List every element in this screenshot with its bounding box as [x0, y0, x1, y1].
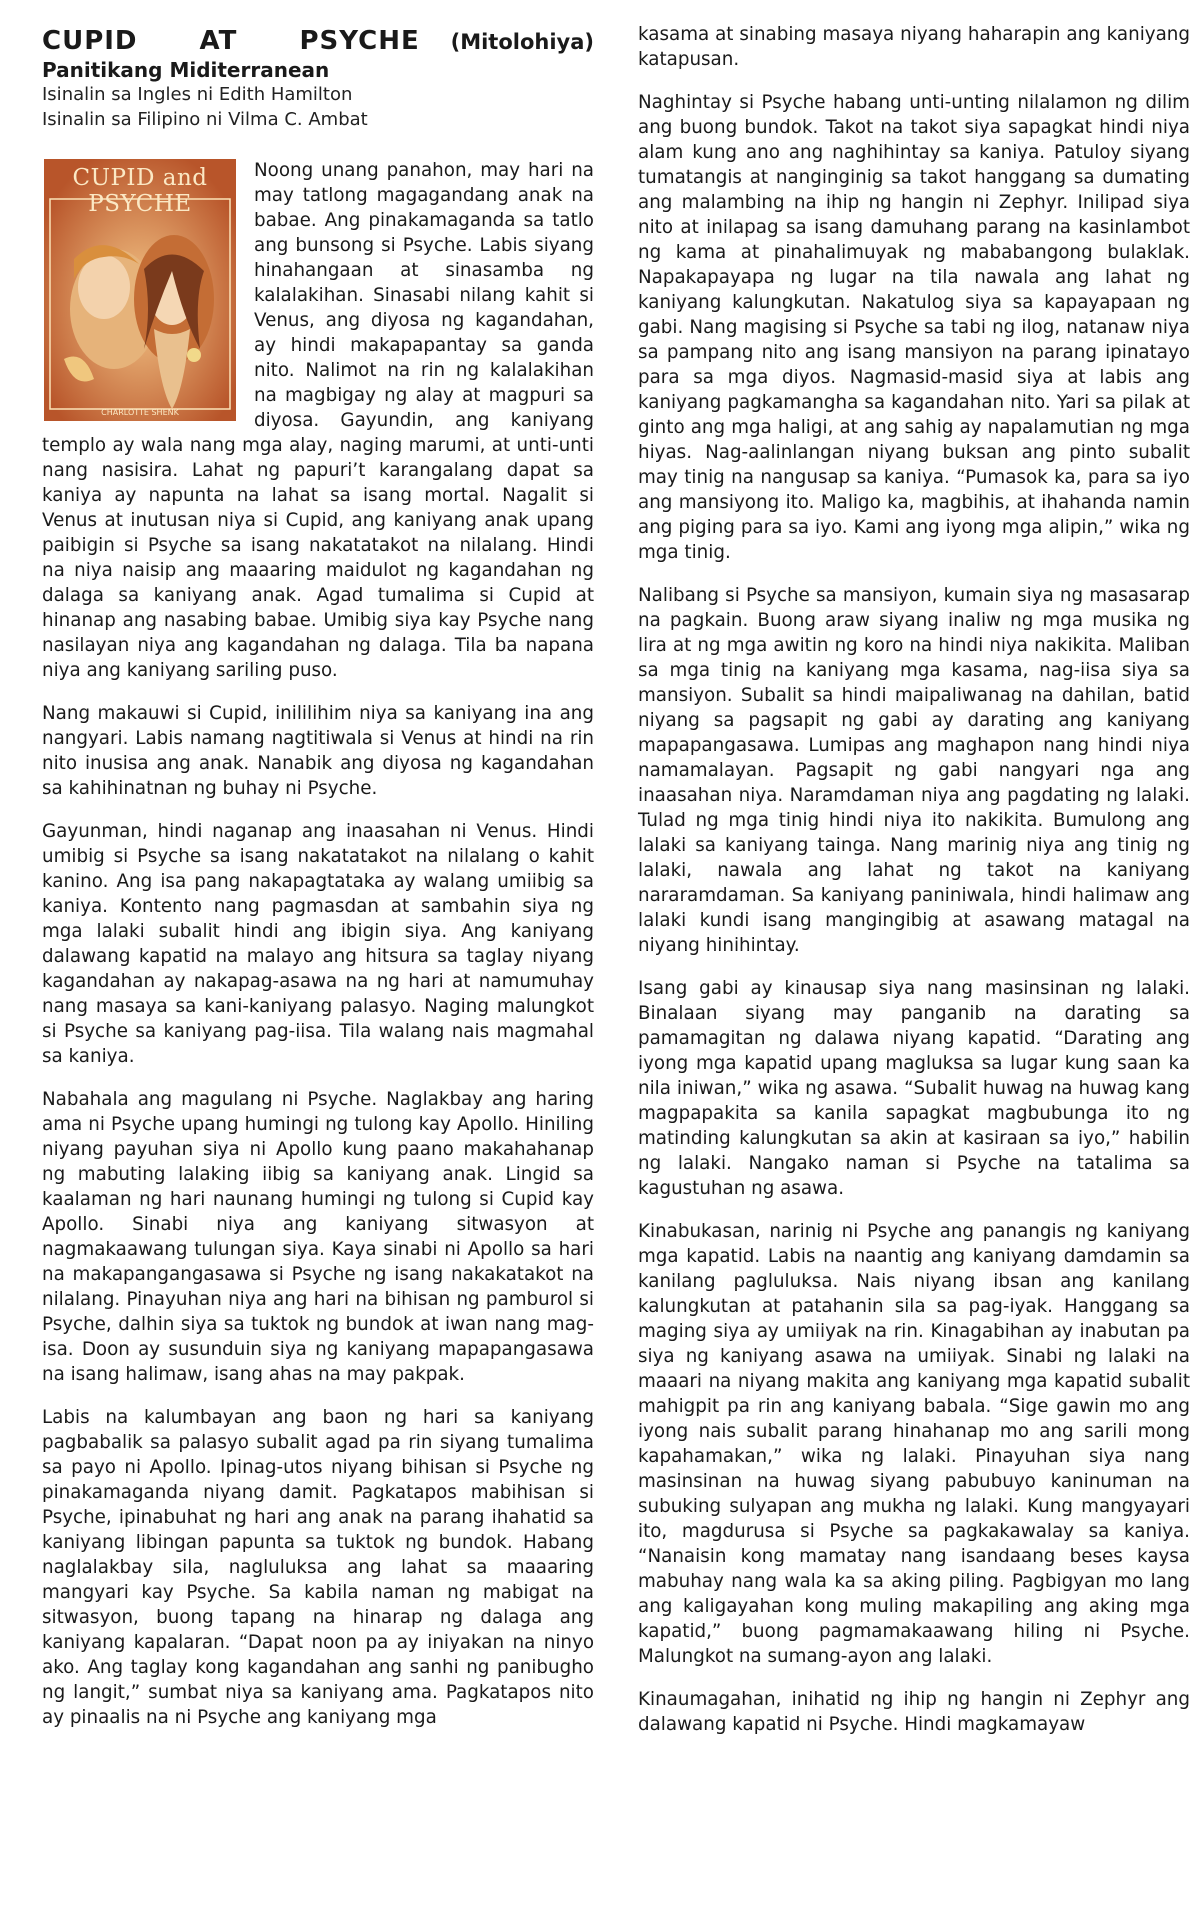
paragraph-1: Noong unang panahon, may hari na may tatlong magagandang anak na babae. Ang pinakamaganda sa tatlo ang bunsong si Psyche. Labis siyang hinahangaan at sinasamba ng kalalakihan. Sinasabi nilang kahit si Venus, ang diyosa ng kagandahan, ay hindi makapapantay sa ganda nito. Nalimot na rin ng kalalakihan na magbigay ng alay at magpuri sa diyosa. Gayundin, ang kaniyang templo ay wala nang mga alay, naging marumi, at unti-unti nang nasisira. Lahat ng papuri’t karangalang dapat sa kaniya ay napunta na lahat sa isang mortal. Nagalit si Venus at inutusan niya si Cupid, ang kaniyang anak upang paibigin si Psyche sa isang nakatatakot na nilalang. Hindi na niya naisip ang maaaring maidulot ng kagandahan ng dalaga sa kaniyang anak. Agad tumalima si Cupid at hinanap ang nasabing babae. Umibig siya kay Psyche nang nasilayan niya ang kagandahan ng dalaga. Tila ba napana niya ang kaniyang sariling puso.: [42, 160, 594, 681]
cover-credit: CHARLOTTE SHENK: [101, 408, 179, 417]
paragraph-11: Kinaumagahan, inihatid ng ihip ng hangin ni Zephyr ang dalawang kapatid ni Psyche. Hindi magkamayaw: [638, 1689, 1190, 1735]
story-title: CUPID AT PSYCHE: [42, 26, 420, 56]
right-column: [638, 22, 1190, 1755]
filipino-translator-credit: Isinalin sa Filipino ni Vilma C. Ambat: [42, 109, 368, 130]
story-subtitle: Panitikang Miditerranean: [42, 58, 330, 82]
cover-title: CUPID and PSYCHE: [72, 165, 208, 217]
book-cover-illustration: [44, 159, 236, 421]
title-row: [42, 26, 594, 56]
paragraph-9: Isang gabi ay kinausap siya nang masinsinan ng lalaki. Binalaan siyang may panganib na darating sa pamamagitan ng dalawa niyang kapatid. “Darating ang iyong mga kapatid upang magluksa sa lugar kung saan ka nila iniwan,” wika ng asawa. “Subalit huwag na huwag kang magpapakita sa kanila sapagkat magbubunga ito ng matinding kalungkutan sa akin at kasiraan sa iyo,” habilin ng lalaki. Nangako naman si Psyche na tatalima sa kagustuhan ng asawa.: [638, 978, 1190, 1199]
translation-credits: [42, 82, 594, 132]
left-column: [42, 22, 594, 1748]
paragraph-2: Nang makauwi si Cupid, inililihim niya sa kaniyang ina ang nangyari. Labis namang nagtitiwala si Venus at hindi na rin nito inusisa ang anak. Nanabik ang diyosa ng kagandahan sa kahihinatnan ng buhay ni Psyche.: [42, 703, 594, 799]
paragraph-4: Nabahala ang magulang ni Psyche. Naglakbay ang haring ama ni Psyche upang humingi ng tulong kay Apollo. Hiniling niyang payuhan siya ni Apollo kung paano makahahanap ng mabuting lalaking iibig sa kaniyang anak. Lingid sa kaalaman ng hari naunang humingi ng tulong si Cupid kay Apollo. Sinabi niya ang kaniyang sitwasyon at nagmakaawang tulungan siya. Kaya sinabi ni Apollo sa hari na makapangangasawa si Psyche ng isang nakakatakot na nilalang. Pinayuhan niya ang hari na bihisan ng pamburol si Psyche, dalhin siya sa tuktok ng bundok at iwan nang mag-isa. Doon ay susunduin siya ng kaniyang mapapangasawa na isang halimaw, isang ahas na may pakpak.: [42, 1089, 594, 1385]
paragraph-8: Nalibang si Psyche sa mansiyon, kumain siya ng masasarap na pagkain. Buong araw siyang inaliw ng mga musika ng lira at ng mga awitin ng koro na hindi niya nakikita. Maliban sa mga tinig na kaniyang mga kasama, nag-iisa siya sa mansiyon. Subalit sa hindi maipaliwanag na dahilan, batid niyang sa pagsapit ng gabi ay darating ang kaniyang mapapangasawa. Lumipas ang maghapon nang hindi niya namamalayan. Pagsapit ng gabi nangyari nga ang inaasahan niya. Naramdaman niya ang pagdating ng lalaki. Tulad ng mga tinig hindi niya ito nakikita. Bumulong ang lalaki sa kaniyang tainga. Nang marinig niya ang tinig ng lalaki, nawala ang lahat ng takot na kaniyang nararamdaman. Sa kaniyang paniniwala, hindi halimaw ang lalaki kundi isang mangingibig at asawang matagal na niyang hinihintay.: [638, 585, 1190, 956]
paragraph-6: kasama at sinabing masaya niyang haharapin ang kaniyang katapusan.: [638, 24, 1190, 70]
paragraph-5: Labis na kalumbayan ang baon ng hari sa kaniyang pagbabalik sa palasyo subalit agad pa rin siyang tumalima sa payo ni Apollo. Ipinag-utos niyang bihisan si Psyche ng pinakamaganda niyang damit. Pagkatapos mabihisan si Psyche, ipinabuhat ng hari ang anak na parang ihahatid sa kaniyang libingan papunta sa tuktok ng bundok. Habang naglalakbay sila, nagluluksa ang lahat sa maaaring mangyari kay Psyche. Sa kabila naman ng mabigat na sitwasyon, buong tapang na hinarap ng dalaga ang kaniyang kapalaran. “Dapat noon pa ay iniyakan na ninyo ako. Ang taglay kong kagandahan ang sanhi ng panibugho ng langit,” sumbat niya sa kaniyang ama. Pagkatapos nito ay pinaalis na ni Psyche ang kaniyang mga: [42, 1407, 594, 1728]
paragraph-3: Gayunman, hindi naganap ang inaasahan ni Venus. Hindi umibig si Psyche sa isang nakatatakot na nilalang o kahit kanino. Ang isa pang nakapagtataka ay walang umiibig sa kaniya. Kontento nang pagmasdan at sambahin siya ng mga lalaki subalit hindi ang ibigin siya. Ang kaniyang dalawang kapatid na malayo ang hitsura sa taglay niyang kagandahan ay nakapag-asawa na ng hari at namumuhay nang masaya sa kani-kaniyang palasyo. Naging malungkot si Psyche sa kaniyang pag-iisa. Tila walang nais magmahal sa kaniya.: [42, 821, 594, 1067]
english-translator-credit: Isinalin sa Ingles ni Edith Hamilton: [42, 84, 353, 105]
paragraph-7: Naghintay si Psyche habang unti-unting nilalamon ng dilim ang buong bundok. Takot na takot siya sapagkat hindi niya alam kung ano ang naghihintay sa kaniya. Patuloy siyang tumatangis at nanginginig sa takot hanggang sa dumating ang malambing na ihip ng hangin ni Zephyr. Inilipad siya nito at inilapag sa isang damuhang parang na kasinlambot ng kama at pinahalimuyak ng mababangong bulaklak. Napakapayapa ng lugar na tila nawala ang lahat ng kaniyang kalungkutan. Nakatulog siya sa kapayapaan ng gabi. Nang magising si Psyche sa tabi ng ilog, natanaw niya sa pampang nito ang isang mansiyon na parang ipinatayo para sa mga diyos. Nagmasid-masid siya at labis ang kaniyang pagkamangha sa kagandahan nito. Yari sa pilak at ginto ang mga haligi, at ang sahig ay napalamutian ng mga hiyas. Nag-aalinlangan niyang buksan ang pinto subalit may tinig na nangusap sa kaniya. “Pumasok ka, para sa iyo ang mansiyong ito. Maligo ka, magbihis, at ihahanda namin ang piging para sa iyo. Kami ang iyong mga alipin,” wika ng mga tinig.: [638, 92, 1190, 563]
paragraph-10: Kinabukasan, narinig ni Psyche ang panangis ng kaniyang mga kapatid. Labis na naantig ang kaniyang damdamin sa kanilang pagluluksa. Nais niyang ibsan ang kanilang kalungkutan at patahanin sila sa pag-iyak. Hanggang sa maging siya ay umiiyak na rin. Kinagabihan ay inabutan pa siya ng kaniyang asawa na umiiyak. Sinabi ng lalaki na maaari na niyang makita ang kaniyang mga kapatid subalit mahigpit pa rin ang kaniyang babala. “Sige gawin mo ang iyong nais subalit parang hinahanap mo ang sarili mong kapahamakan,” wika ng lalaki. Pinayuhan siya nang masinsinan na huwag siyang pabubuyo kaninuman na subuking sulyapan ang mukha ng lalaki. Kung mangyayari ito, magdurusa si Psyche sa pagkakawalay sa kaniya. “Nanaisin kong mamatay nang isandaang beses kaysa mabuhay nang wala ka sa aking piling. Pagbigyan mo lang ang kaligayahan kong muling makapiling ang aking mga kapatid,” buong pagmamakaawang hiling ni Psyche. Malungkot na sumang-ayon ang lalaki.: [638, 1221, 1190, 1667]
genre-label: (Mitolohiya): [450, 30, 594, 54]
